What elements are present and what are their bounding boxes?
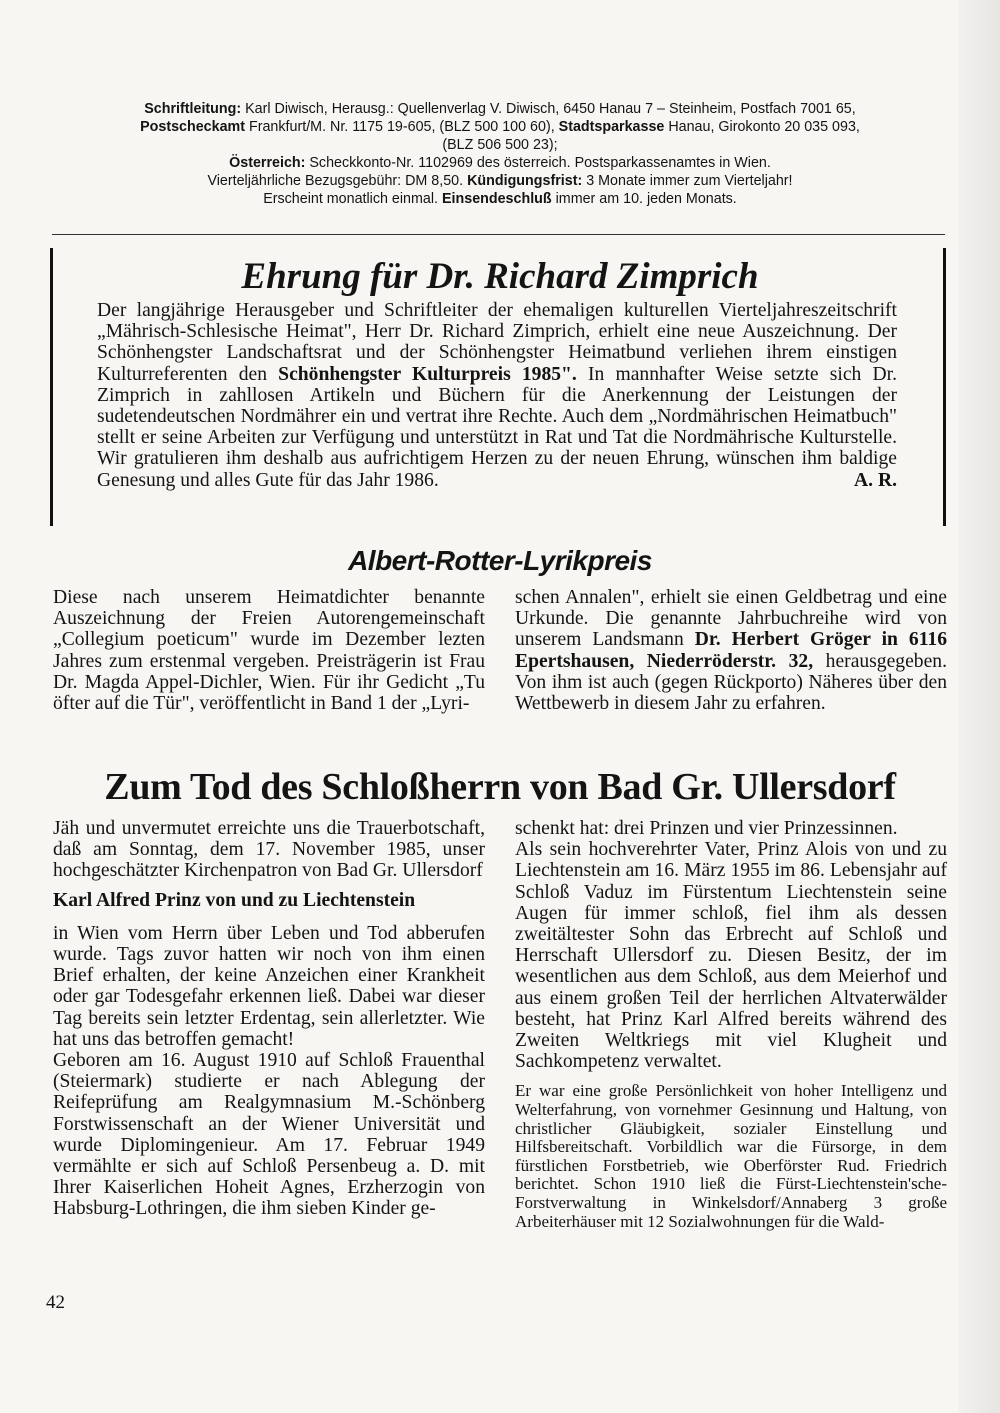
box-border-right xyxy=(943,248,946,526)
tod-headline: Zum Tod des Schloßherrn von Bad Gr. Ullersdorf xyxy=(104,766,896,808)
paragraph-small: Er war eine große Persönlichkeit von hoher Intelligenz und Welterfahrung, von vornehmer Gesinnung und Haltung, von christlicher Gläubigkeit, sozialer Einstellung und Hilfsbereitschaft. Vorbildlich war die Fürsorge, in dem fürstlichen Forstbetrieb, wie Oberförster Rud. Friedrich berichtet. Schon 1910 ließ die Fürst-Liechtenstein'sche-Forstverwaltung in Winkelsdorf/Annaberg 3 große Arbeiterhäuser mit 12 Sozialwohnungen für die Wald- xyxy=(515,1081,947,1231)
masthead-line: Schriftleitung: Karl Diwisch, Herausg.: Quellenverlag V. Diwisch, 6450 Hanau 7 – Steinheim, Postfach 7001 65, xyxy=(144,101,856,117)
paragraph: in Wien vom Herrn über Leben und Tod abberufen wurde. Tags zuvor hatten wir noch von ihm einen Brief erhalten, der keine Anzeichen einer Krankheit oder gar Todesgefahr erkennen ließ. Dabei war dieser Tag bereits sein letzter Erdentag, sein allerletzter. Wie hat uns das betroffen gemacht! xyxy=(53,922,485,1050)
rotter-column-right xyxy=(515,587,947,714)
paragraph: Diese nach unserem Heimatdichter benannte Auszeichnung der Freien Autorengemeinschaft „Collegium poeticum" wurde im Dezember lezten Jahres zum erstenmal vergeben. Preisträgerin ist Frau Dr. Magda Appel-Dichler, Wien. Für ihr Gedicht „Tu öfter auf die Tür", veröffentlicht in Band 1 der „Lyri- xyxy=(53,587,485,715)
rotter-headline: Albert-Rotter-Lyrikpreis xyxy=(348,545,652,576)
masthead-line: Österreich: Scheckkonto-Nr. 1102969 des österreich. Postsparkassenamtes in Wien. xyxy=(229,155,771,171)
masthead-line: (BLZ 506 500 23); xyxy=(442,137,558,153)
masthead-line: Erscheint monatlich einmal. Einsendeschluß immer am 10. jeden Monats. xyxy=(263,191,737,207)
ehrung-signature: A. R. xyxy=(854,469,897,491)
horizontal-divider xyxy=(52,234,945,235)
ehrung-article-body: Der langjährige Herausgeber und Schriftleiter der ehemaligen kulturellen Vierteljahreszeitschrift „Mährisch-Schlesische Heimat", Herr Dr. Richard Zimprich, erhielt eine neue Auszeichnung. Der Schönhengster Landschaftsrat und der Schönhengster Heimatbund verliehen ihrem einstigen Kulturreferenten den Schönhengster Kulturpreis 1985". In mannhafter Weise setzte sich Dr. Zimprich in zahllosen Artikeln und Büchern für die Anerkennung der Leistungen der sudetendeutschen Nordmährer ein und vertrat ihre Rechte. Auch dem „Nordmährischen Heimatbuch" stellt er seine Arbeiten zur Verfügung und unterstützt in Rat und Tat die Nordmährische Kulturstelle. Wir gratulieren ihm deshalb aus aufrichtigem Herzen zu der neuen Ehrung, wünschen ihm baldige Genesung und alles Gute für das Jahr 1986. A. R. xyxy=(97,300,897,491)
rotter-column-left xyxy=(53,587,485,714)
box-border-left xyxy=(50,248,53,526)
tod-subheading: Karl Alfred Prinz von und zu Liechtenstein xyxy=(53,889,416,911)
ehrung-headline: Ehrung für Dr. Richard Zimprich xyxy=(241,256,759,297)
paragraph: Als sein hochverehrter Vater, Prinz Alois von und zu Liechtenstein am 16. März 1955 im 86. Lebensjahr auf Schloß Vaduz im Fürstentum Liechtenstein seine Augen für immer schloß, fiel ihm als dessen zweitältester Sohn das Erbrecht auf Schloß und Herrschaft Ullersdorf zu. Diesen Besitz, der im wesentlichen aus dem Schloß, aus dem Meierhof und aus einem großen Teil der herrlichen Altvaterwälder besteht, hat Prinz Karl Alfred bereits während des Zweiten Weltkriegs mit viel Klugheit und Sachkompetenz verwaltet. xyxy=(515,839,947,1073)
paragraph: Jäh und unvermutet erreichte uns die Trauerbotschaft, daß am Sonntag, dem 17. November 1985, unser hochgeschätzter Kirchenpatron von Bad Gr. Ullersdorf xyxy=(53,818,485,882)
paragraph: Geboren am 16. August 1910 auf Schloß Frauenthal (Steiermark) studierte er nach Ablegung der Reifeprüfung am Realgymnasium M.-Schönberg Forstwissenschaft an der Wiener Universität und wurde Diplomingenieur. Am 17. Februar 1949 vermählte er sich auf Schloß Persenbeug a. D. mit Ihrer Kaiserlichen Hoheit Agnes, Erzherzogin von Habsburg-Lothringen, die ihm sieben Kinder ge- xyxy=(53,1050,485,1220)
masthead xyxy=(50,100,950,208)
paragraph: schen Annalen", erhielt sie einen Geldbetrag und eine Urkunde. Die genannte Jahrbuchreihe wird von unserem Landsmann Dr. Herbert Gröger in 6116 Epertshausen, Niederröderstr. 32, herausgegeben. Von ihm ist auch (gegen Rückporto) Näheres über den Wettbewerb in diesem Jahr zu erfahren. xyxy=(515,587,948,715)
page-number: 42 xyxy=(46,1292,65,1313)
masthead-line: Postscheckamt Frankfurt/M. Nr. 1175 19-605, (BLZ 500 100 60), Stadtsparkasse Hanau, Girokonto 20 035 093, xyxy=(140,119,860,135)
tod-column-right xyxy=(515,818,947,1231)
paragraph: schenkt hat: drei Prinzen und vier Prinzessinnen. xyxy=(515,818,898,839)
masthead-line: Vierteljährliche Bezugsgebühr: DM 8,50. Kündigungsfrist: 3 Monate immer zum Vierteljahr! xyxy=(207,173,793,189)
page-edge-shadow xyxy=(958,0,1000,1413)
tod-column-left xyxy=(53,818,485,1220)
